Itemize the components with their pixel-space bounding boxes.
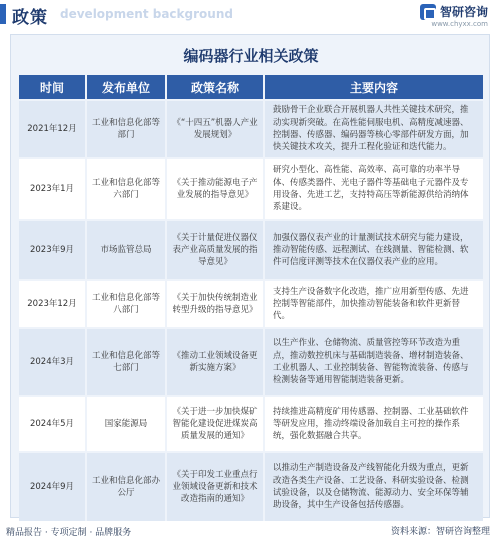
cell-content: 研究小型化、高性能、高效率、高可靠的功率半导体、传感类器件、光电子器件等基础电子元器件及专用设备、先进工艺，支持特高压等新能源供给消纳体系建设。 (265, 159, 483, 219)
brand-logo-icon (420, 4, 436, 20)
cell-issuer: 工业和信息化部等七部门 (87, 329, 167, 395)
table-row (19, 159, 483, 219)
cell-policy: 《关于推动能源电子产业发展的指导意见》 (167, 159, 265, 219)
source-note: 资料来源：智研咨询整理 (390, 527, 490, 537)
header-accent-bar (0, 4, 6, 24)
cell-policy: 《关于计量促进仪器仪表产业高质量发展的指导意见》 (167, 221, 265, 279)
section-subtitle-watermark: development background (60, 7, 233, 21)
policy-table (19, 75, 483, 521)
cell-issuer: 市场监管总局 (87, 221, 167, 279)
header (0, 0, 500, 30)
table-header (19, 75, 483, 99)
section-title: 政策 (12, 8, 48, 28)
cell-date: 2024年9月 (19, 453, 87, 521)
cell-content: 鼓励骨干企业联合开展机器人共性关键技术研究，推动实现新突破。在高性能伺服电机、高精度减速器、控制器、传感器、编码器等核心零部件研发方面，加快关键技术攻关，提升工程化验证和迭代能力。 (265, 101, 483, 157)
cell-policy: 《关于印发工业重点行业领域设备更新和技术改造指南的通知》 (167, 453, 265, 521)
table-row (19, 397, 483, 451)
cell-policy: 《关于加快传统制造业转型升级的指导意见》 (167, 281, 265, 327)
cell-content: 以生产作业、仓储物流、质量管控等环节改造为重点，推动数控机床与基础制造装备、增材制造装备、工业机器人、工业控制装备、智能物流装备、传感与检测装备等通用智能制造装备更新。 (265, 329, 483, 395)
cell-date: 2023年9月 (19, 221, 87, 279)
cell-issuer: 工业和信息化部办公厅 (87, 453, 167, 521)
cell-issuer: 工业和信息化部等部门 (87, 101, 167, 157)
column-header-date: 时间 (19, 75, 87, 99)
cell-issuer: 国家能源局 (87, 397, 167, 451)
table-row (19, 329, 483, 395)
column-header-content: 主要内容 (265, 75, 483, 99)
cell-content: 加强仪器仪表产业的计量测试技术研究与能力建设，推动智能传感、远程测试、在线测量、智能检测、软件可信度评测等技术在仪器仪表产业的应用。 (265, 221, 483, 279)
table-row (19, 101, 483, 157)
cell-policy: 《“十四五”机器人产业发展规划》 (167, 101, 265, 157)
column-header-issuer: 发布单位 (87, 75, 167, 99)
cell-date: 2023年1月 (19, 159, 87, 219)
cell-date: 2021年12月 (19, 101, 87, 157)
cell-policy: 《关于进一步加快煤矿智能化建设促进煤炭高质量发展的通知》 (167, 397, 265, 451)
cell-date: 2023年12月 (19, 281, 87, 327)
brand-name: 智研咨询 (439, 5, 488, 19)
table-row (19, 453, 483, 521)
footer (0, 520, 500, 542)
cell-issuer: 工业和信息化部等六部门 (87, 159, 167, 219)
brand-url: www.chyxx.com (431, 20, 488, 28)
table-row (19, 281, 483, 327)
cell-date: 2024年3月 (19, 329, 87, 395)
cell-content: 支持生产设备数字化改造，推广应用新型传感、先进控制等智能部件，加快推动智能装备和软件更新替代。 (265, 281, 483, 327)
footer-tagline: 精品报告 · 专项定制 · 品牌服务 (6, 528, 132, 538)
cell-policy: 《推动工业领域设备更新实施方案》 (167, 329, 265, 395)
cell-issuer: 工业和信息化部等八部门 (87, 281, 167, 327)
policy-table-panel (10, 34, 490, 518)
table-row (19, 221, 483, 279)
cell-content: 持续推进高精度矿用传感器、控制器、工业基础软件等研发应用，推动终端设备加载自主可控的操作系统，强化数据融合共享。 (265, 397, 483, 451)
column-header-policy: 政策名称 (167, 75, 265, 99)
table-title: 编码器行业相关政策 (183, 47, 319, 65)
brand-logo (420, 3, 488, 20)
cell-content: 以推动生产制造设备及产线智能化升级为重点，更新改造各类生产设备、工艺设备、科研实验设备、检测试验设备，以及仓储物流、能源动力、安全环保等辅助设备，其中生产设备包括传感器。 (265, 453, 483, 521)
cell-date: 2024年5月 (19, 397, 87, 451)
